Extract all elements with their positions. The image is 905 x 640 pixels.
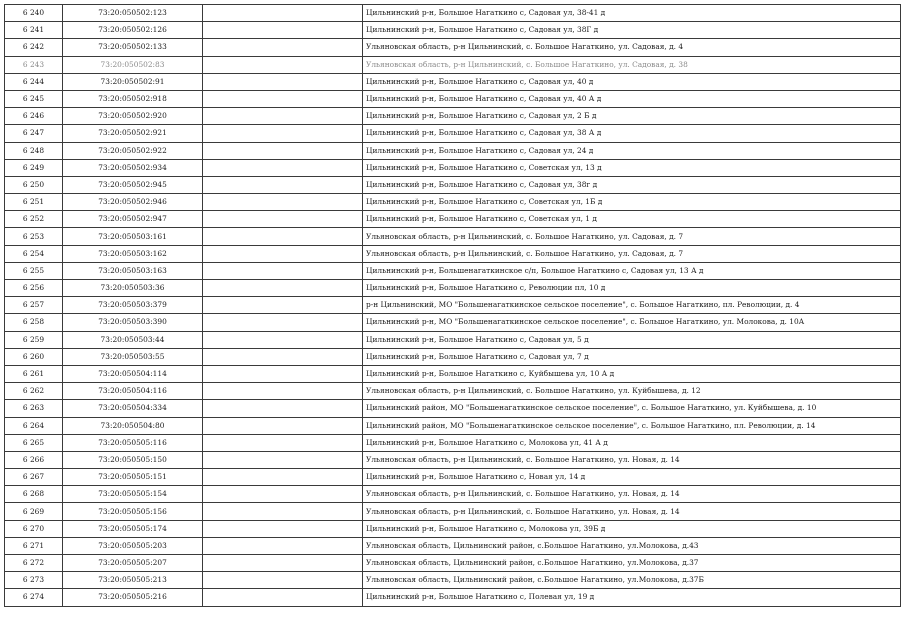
cadastral-number-cell: 73:20:050502:126: [63, 22, 203, 39]
cadastral-number-cell: 73:20:050504:80: [63, 417, 203, 434]
cadastral-number-cell: 73:20:050505:203: [63, 537, 203, 554]
address-cell: Цильнинский р-н, Большое Нагаткино с, Садовая ул, 24 д: [363, 142, 901, 159]
row-number-cell: 6 265: [5, 434, 63, 451]
empty-cell: [203, 142, 363, 159]
empty-cell: [203, 22, 363, 39]
empty-cell: [203, 383, 363, 400]
cadastral-table: [4, 4, 901, 607]
table-row: [5, 262, 901, 279]
address-cell: Цильнинский р-н, Большое Нагаткино с, Революции пл, 10 д: [363, 280, 901, 297]
row-number-cell: 6 249: [5, 159, 63, 176]
table-row: [5, 194, 901, 211]
empty-cell: [203, 520, 363, 537]
row-number-cell: 6 248: [5, 142, 63, 159]
row-number-cell: 6 247: [5, 125, 63, 142]
table-row: [5, 555, 901, 572]
address-cell: Цильнинский р-н, Большое Нагаткино с, Садовая ул, 38 А д: [363, 125, 901, 142]
table-row: [5, 503, 901, 520]
table-row: [5, 108, 901, 125]
table-row: [5, 434, 901, 451]
address-cell: Цильнинский р-н, Большое Нагаткино с, Полевая ул, 19 д: [363, 589, 901, 606]
address-cell: Цильнинский р-н, Большое Нагаткино с, Садовая ул, 5 д: [363, 331, 901, 348]
row-number-cell: 6 256: [5, 280, 63, 297]
row-number-cell: 6 250: [5, 176, 63, 193]
table-row: [5, 417, 901, 434]
empty-cell: [203, 159, 363, 176]
address-cell: Ульяновская область, р-н Цильнинский, с. Большое Нагаткино, ул. Садовая, д. 7: [363, 228, 901, 245]
empty-cell: [203, 228, 363, 245]
empty-cell: [203, 314, 363, 331]
cadastral-number-cell: 73:20:050502:947: [63, 211, 203, 228]
cadastral-number-cell: 73:20:050502:91: [63, 73, 203, 90]
address-cell: Ульяновская область, Цильнинский район, с.Большое Нагаткино, ул.Молокова, д.37Б: [363, 572, 901, 589]
row-number-cell: 6 255: [5, 262, 63, 279]
table-row: [5, 365, 901, 382]
empty-cell: [203, 39, 363, 56]
empty-cell: [203, 73, 363, 90]
cadastral-number-cell: 73:20:050505:116: [63, 434, 203, 451]
cadastral-number-cell: 73:20:050502:83: [63, 56, 203, 73]
address-cell: Цильнинский р-н, Большое Нагаткино с, Садовая ул, 40 д: [363, 73, 901, 90]
cadastral-number-cell: 73:20:050505:156: [63, 503, 203, 520]
address-cell: Ульяновская область, р-н Цильнинский, с. Большое Нагаткино, ул. Садовая, д. 7: [363, 245, 901, 262]
empty-cell: [203, 90, 363, 107]
address-cell: Ульяновская область, р-н Цильнинский, с. Большое Нагаткино, ул. Садовая, д. 38: [363, 56, 901, 73]
cadastral-number-cell: 73:20:050502:922: [63, 142, 203, 159]
row-number-cell: 6 242: [5, 39, 63, 56]
row-number-cell: 6 264: [5, 417, 63, 434]
row-number-cell: 6 259: [5, 331, 63, 348]
row-number-cell: 6 261: [5, 365, 63, 382]
row-number-cell: 6 245: [5, 90, 63, 107]
cadastral-number-cell: 73:20:050505:216: [63, 589, 203, 606]
address-cell: Ульяновская область, р-н Цильнинский, с. Большое Нагаткино, ул. Куйбышева, д. 12: [363, 383, 901, 400]
cadastral-number-cell: 73:20:050505:213: [63, 572, 203, 589]
address-cell: Цильнинский р-н, Большое Нагаткино с, Садовая ул, 7 д: [363, 348, 901, 365]
row-number-cell: 6 269: [5, 503, 63, 520]
row-number-cell: 6 244: [5, 73, 63, 90]
empty-cell: [203, 365, 363, 382]
table-row: [5, 589, 901, 606]
table-row: [5, 537, 901, 554]
address-cell: Цильнинский р-н, Большое Нагаткино с, Молокова ул, 39Б д: [363, 520, 901, 537]
address-cell: Ульяновская область, р-н Цильнинский, с. Большое Нагаткино, ул. Новая, д. 14: [363, 451, 901, 468]
cadastral-number-cell: 73:20:050502:945: [63, 176, 203, 193]
cadastral-number-cell: 73:20:050503:55: [63, 348, 203, 365]
cadastral-number-cell: 73:20:050505:151: [63, 469, 203, 486]
table-row: [5, 383, 901, 400]
row-number-cell: 6 243: [5, 56, 63, 73]
address-cell: Цильнинский р-н, Большое Нагаткино с, Советская ул, 1 д: [363, 211, 901, 228]
row-number-cell: 6 270: [5, 520, 63, 537]
address-cell: Цильнинский р-н, МО "Большенагаткинское сельское поселение", с. Большое Нагаткино, ул. Молокова, д. 10А: [363, 314, 901, 331]
empty-cell: [203, 56, 363, 73]
empty-cell: [203, 400, 363, 417]
address-cell: Цильнинский р-н, Большое Нагаткино с, Садовая ул, 38г д: [363, 176, 901, 193]
empty-cell: [203, 280, 363, 297]
empty-cell: [203, 108, 363, 125]
empty-cell: [203, 434, 363, 451]
empty-cell: [203, 486, 363, 503]
cadastral-number-cell: 73:20:050502:934: [63, 159, 203, 176]
row-number-cell: 6 268: [5, 486, 63, 503]
cadastral-number-cell: 73:20:050503:390: [63, 314, 203, 331]
table-row: [5, 451, 901, 468]
empty-cell: [203, 297, 363, 314]
empty-cell: [203, 537, 363, 554]
table-row: [5, 331, 901, 348]
row-number-cell: 6 262: [5, 383, 63, 400]
empty-cell: [203, 211, 363, 228]
address-cell: Цильнинский р-н, Большое Нагаткино с, Советская ул, 13 д: [363, 159, 901, 176]
cadastral-number-cell: 73:20:050503:379: [63, 297, 203, 314]
address-cell: Ульяновская область, Цильнинский район, с.Большое Нагаткино, ул.Молокова, д.37: [363, 555, 901, 572]
address-cell: Цильнинский р-н, Большое Нагаткино с, Молокова ул, 41 А д: [363, 434, 901, 451]
table-row: [5, 73, 901, 90]
address-cell: Цильнинский район, МО "Большенагаткинское сельское поселение", с. Большое Нагаткино, ул. Куйбышева, д. 10: [363, 400, 901, 417]
empty-cell: [203, 503, 363, 520]
cadastral-number-cell: 73:20:050503:161: [63, 228, 203, 245]
row-number-cell: 6 260: [5, 348, 63, 365]
cadastral-number-cell: 73:20:050505:207: [63, 555, 203, 572]
address-cell: Цильнинский район, МО "Большенагаткинское сельское поселение", с. Большое Нагаткино, пл. Революции, д. 14: [363, 417, 901, 434]
table-row: [5, 5, 901, 22]
cadastral-number-cell: 73:20:050502:123: [63, 5, 203, 22]
address-cell: Ульяновская область, р-н Цильнинский, с. Большое Нагаткино, ул. Новая, д. 14: [363, 486, 901, 503]
table-row: [5, 22, 901, 39]
cadastral-number-cell: 73:20:050502:921: [63, 125, 203, 142]
table-row: [5, 211, 901, 228]
address-cell: Цильнинский р-н, Большое Нагаткино с, Куйбышева ул, 10 А д: [363, 365, 901, 382]
cadastral-number-cell: 73:20:050503:162: [63, 245, 203, 262]
table-row: [5, 228, 901, 245]
table-row: [5, 348, 901, 365]
empty-cell: [203, 262, 363, 279]
table-body: [5, 5, 901, 607]
address-cell: Ульяновская область, Цильнинский район, с.Большое Нагаткино, ул.Молокова, д.43: [363, 537, 901, 554]
row-number-cell: 6 272: [5, 555, 63, 572]
cadastral-number-cell: 73:20:050504:116: [63, 383, 203, 400]
row-number-cell: 6 252: [5, 211, 63, 228]
row-number-cell: 6 246: [5, 108, 63, 125]
address-cell: Ульяновская область, р-н Цильнинский, с. Большое Нагаткино, ул. Садовая, д. 4: [363, 39, 901, 56]
address-cell: Цильнинский р-н, Большое Нагаткино с, Садовая ул, 38Г д: [363, 22, 901, 39]
table-row: [5, 176, 901, 193]
empty-cell: [203, 5, 363, 22]
empty-cell: [203, 348, 363, 365]
empty-cell: [203, 176, 363, 193]
cadastral-number-cell: 73:20:050503:36: [63, 280, 203, 297]
cadastral-number-cell: 73:20:050502:946: [63, 194, 203, 211]
empty-cell: [203, 572, 363, 589]
address-cell: Цильнинский р-н, Большое Нагаткино с, Новая ул, 14 д: [363, 469, 901, 486]
row-number-cell: 6 251: [5, 194, 63, 211]
row-number-cell: 6 273: [5, 572, 63, 589]
table-row: [5, 142, 901, 159]
row-number-cell: 6 263: [5, 400, 63, 417]
row-number-cell: 6 271: [5, 537, 63, 554]
address-cell: Ульяновская область, р-н Цильнинский, с. Большое Нагаткино, ул. Новая, д. 14: [363, 503, 901, 520]
table-row: [5, 245, 901, 262]
empty-cell: [203, 451, 363, 468]
address-cell: р-н Цильнинский, МО "Большенагаткинское сельское поселение", с. Большое Нагаткино, пл. Революции, д. 4: [363, 297, 901, 314]
cadastral-number-cell: 73:20:050503:44: [63, 331, 203, 348]
row-number-cell: 6 266: [5, 451, 63, 468]
table-row: [5, 90, 901, 107]
table-row: [5, 39, 901, 56]
table-row: [5, 125, 901, 142]
row-number-cell: 6 253: [5, 228, 63, 245]
table-row: [5, 297, 901, 314]
address-cell: Цильнинский р-н, Большое Нагаткино с, Садовая ул, 2 Б д: [363, 108, 901, 125]
row-number-cell: 6 254: [5, 245, 63, 262]
empty-cell: [203, 125, 363, 142]
table-row: [5, 159, 901, 176]
empty-cell: [203, 331, 363, 348]
table-row: [5, 280, 901, 297]
empty-cell: [203, 555, 363, 572]
cadastral-number-cell: 73:20:050502:918: [63, 90, 203, 107]
empty-cell: [203, 469, 363, 486]
cadastral-number-cell: 73:20:050504:114: [63, 365, 203, 382]
cadastral-number-cell: 73:20:050503:163: [63, 262, 203, 279]
row-number-cell: 6 241: [5, 22, 63, 39]
row-number-cell: 6 257: [5, 297, 63, 314]
empty-cell: [203, 417, 363, 434]
address-cell: Цильнинский р-н, Большое Нагаткино с, Советская ул, 1Б д: [363, 194, 901, 211]
cadastral-number-cell: 73:20:050502:920: [63, 108, 203, 125]
empty-cell: [203, 245, 363, 262]
table-row: [5, 56, 901, 73]
empty-cell: [203, 194, 363, 211]
cadastral-number-cell: 73:20:050505:154: [63, 486, 203, 503]
cadastral-number-cell: 73:20:050504:334: [63, 400, 203, 417]
row-number-cell: 6 274: [5, 589, 63, 606]
row-number-cell: 6 267: [5, 469, 63, 486]
table-row: [5, 400, 901, 417]
address-cell: Цильнинский р-н, Большое Нагаткино с, Садовая ул, 40 А д: [363, 90, 901, 107]
row-number-cell: 6 258: [5, 314, 63, 331]
table-row: [5, 486, 901, 503]
cadastral-number-cell: 73:20:050505:150: [63, 451, 203, 468]
empty-cell: [203, 589, 363, 606]
cadastral-number-cell: 73:20:050502:133: [63, 39, 203, 56]
table-row: [5, 469, 901, 486]
row-number-cell: 6 240: [5, 5, 63, 22]
address-cell: Цильнинский р-н, Большенагаткинское с/п, Большое Нагаткино с, Садовая ул, 13 А д: [363, 262, 901, 279]
cadastral-number-cell: 73:20:050505:174: [63, 520, 203, 537]
table-row: [5, 572, 901, 589]
table-row: [5, 520, 901, 537]
table-row: [5, 314, 901, 331]
address-cell: Цильнинский р-н, Большое Нагаткино с, Садовая ул, 38-41 д: [363, 5, 901, 22]
